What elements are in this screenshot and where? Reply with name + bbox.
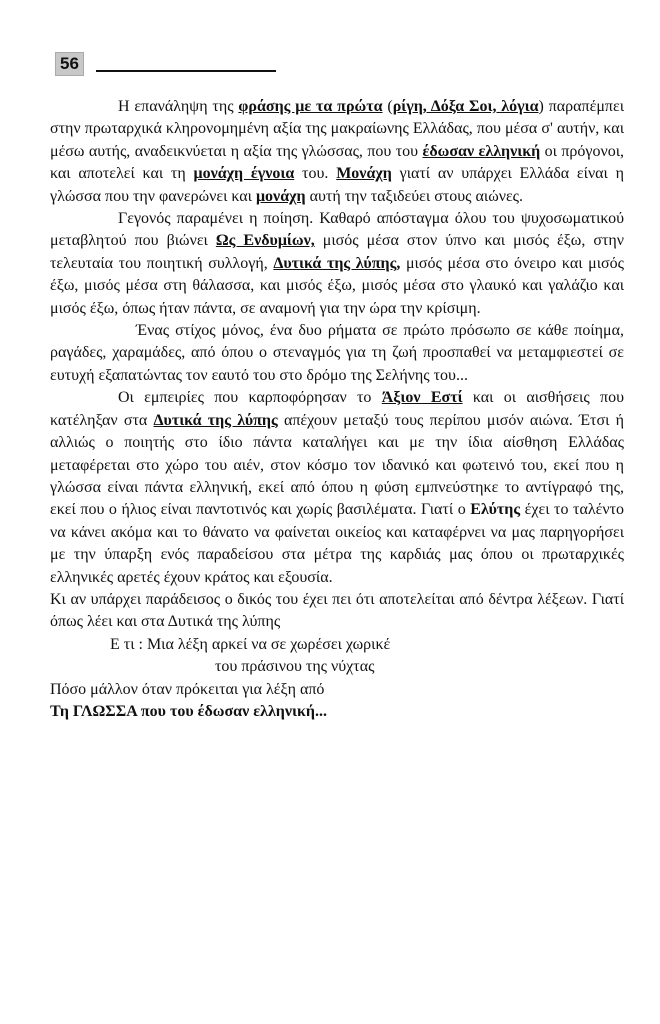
- emphasis: ρίγη, Δόξα Σοι, λόγια: [392, 98, 539, 115]
- header-rule: [96, 70, 276, 72]
- closing-line-2: Τη ΓΛΩΣΣΑ που του έδωσαν ελληνική...: [50, 702, 327, 720]
- text-run: μισός μέσα στο όνειρο και μισός έξω, μισός μέσα στη θάλασσα, και μισός έξω, μισός μέσα στο γλαυκό και γαλάζιο και μισός έξω, όπως ήταν πάντα, σε αναμονή για την ώρα την κρίσιμη.: [50, 254, 624, 317]
- emphasis: Μονάχη: [336, 165, 392, 183]
- text-run: απέχουν μεταξύ τους περίπου μισόν αιώνα. Έτσι ή αλλιώς ο ποιητής στο ίδιο πάντα καταλήγει και με την ίδια αίσθηση Ελλάδας μεταφέρεται στο χώρο του αιέν, στον κόσμο τον ιδανικό και φωτεινό του, εκεί που η γλώσσα είναι πάντα ελληνική, εκεί από όπου η φύση εμπνεύστηκε το αντίγραφό της, εκεί που ο ήλιος είναι παντοτινός και χωρίς βασιλέματα. Γιατί ο: [50, 411, 624, 519]
- poem-line-1: Ε τι : Μια λέξη αρκεί να σε χωρέσει χωρικέ: [110, 635, 391, 653]
- emphasis: Άξιον Εστί: [381, 389, 463, 407]
- text-run: Ένας στίχος μόνος, ένα δυο ρήματα σε πρώτο πρόσωπο σε κάθε ποίημα, ραγάδες, χαραμάδες, από όπου ο στεναγμός για τη ζωή προσπαθεί να μεταμφιεστεί σε ευτυχή εξαπατώντας τον εαυτό του στο δρόμο της Σελήνης του...: [50, 322, 624, 384]
- emphasis: φράσης με τα πρώτα: [238, 98, 383, 115]
- paragraph-3: [50, 320, 624, 387]
- emphasis: έδωσαν ελληνική: [422, 142, 541, 160]
- poem-line-2: του πράσινου της νύχτας: [215, 658, 375, 676]
- text-run: Κι αν υπάρχει παράδεισος ο δικός του έχει πει ότι αποτελείται από δέντρα λέξεων. Γιατί όπως λέει και στα Δυτικά της λύπης: [50, 590, 624, 631]
- closing-line-1: Πόσο μάλλον όταν πρόκειται για λέξη από: [50, 680, 325, 698]
- paragraph-1: [50, 96, 624, 208]
- emphasis: Ελύτης: [470, 501, 521, 519]
- emphasis: μονάχη: [255, 187, 306, 205]
- text-run: (: [382, 98, 393, 115]
- text-run: μισός μέσα στον ύπνο και μισός έξω, στην τελευταία του ποιητική συλλογή,: [50, 232, 624, 272]
- text-run: οι πρόγονοι, και αποτελεί και τη: [50, 142, 624, 183]
- paragraph-5: [50, 589, 624, 634]
- body-text: [50, 96, 624, 723]
- paragraph-4: [50, 387, 624, 589]
- text-run: έχει το ταλέντο να κάνει ακόμα και το θάνατο να φαίνεται οικείος και καταφέρνει να μας παρηγορήσει με την ύπαρξη ενός παραδείσου στα μέτρα της καρδιάς μας όπου οι πρωταρχικές ελληνικές αρετές έχουν κράτος και εξουσία.: [50, 501, 625, 586]
- emphasis: Δυτικά της λύπης,: [273, 254, 401, 272]
- paragraph-2: [50, 208, 624, 320]
- text-run: Οι εμπειρίες που καρποφόρησαν το: [118, 389, 382, 407]
- emphasis: μονάχη έγνοια: [193, 165, 295, 183]
- text-run: αυτή την ταξιδεύει στους αιώνες.: [305, 187, 524, 205]
- text-run: γιατί αν υπάρχει Ελλάδα είναι η γλώσσα που την φανερώνει και: [50, 165, 625, 205]
- text-run: ) παραπέμπει στην πρωταρχικά κληρονομημένη αξία της μακραίωνης Ελλάδας, που μέσα σ' αυτήν, και μέσω αυτής, αναδεικνύεται η αξία της γλώσσας, που του: [50, 98, 625, 160]
- text-run: του.: [294, 165, 337, 183]
- text-run: Η επανάληψη της: [118, 98, 239, 115]
- text-run: Γεγονός παραμένει η ποίηση. Καθαρό απόσταγμα όλου του ψυχοσωματικού μεταβλητού που βιώνει: [50, 210, 624, 250]
- text-run: και οι αισθήσεις που κατέληξαν στα: [50, 389, 624, 429]
- emphasis: Δυτικά της λύπης: [153, 411, 278, 429]
- page-number: 56: [55, 52, 84, 76]
- emphasis: Ως Ενδυμίων,: [215, 232, 315, 250]
